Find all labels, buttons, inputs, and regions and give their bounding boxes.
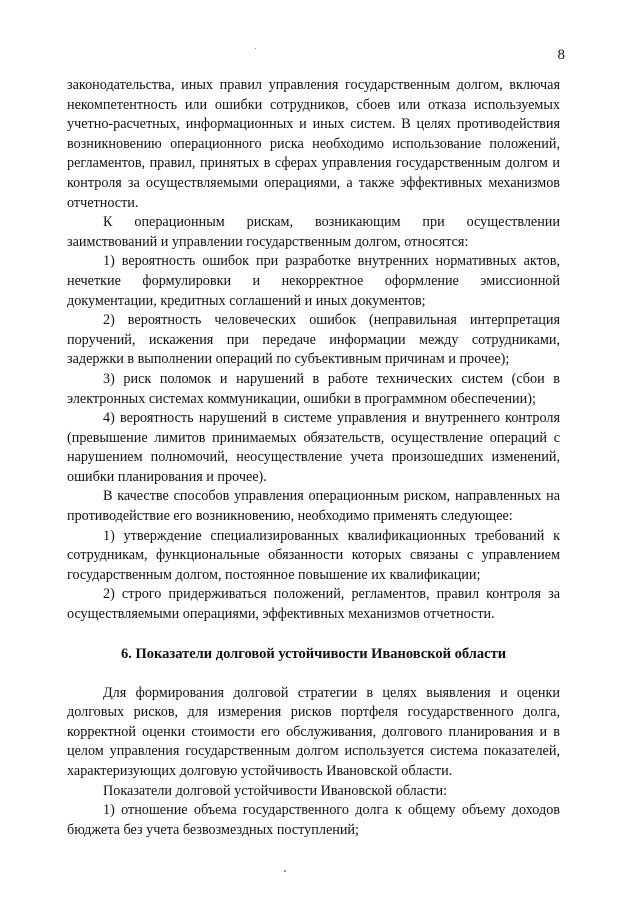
paragraph: законодательства, иных правил управления государственным долгом, включая некомпетентность или ошибки сотрудников, сбоев или отказа используемых учетно-расчетных, информационных и иных систем. В целях противодействия возникновению операционного риска необходимо использование положений, регламентов, правил, принятых в сферах управления государственным долгом и контроля за осуществляемыми операциями, а также эффективных механизмов отчетности. — [67, 77, 560, 211]
scan-speck — [255, 48, 256, 49]
document-body — [67, 76, 560, 840]
list-item: 1) утверждение специализированных квалификационных требований к сотрудникам, функциональные обязанности которых связаны с управлением государственным долгом, постоянное повышение их квалификации; — [67, 527, 560, 583]
paragraph: К операционным рискам, возникающим при осуществлении заимствований и управлении государственным долгом, относятся: — [67, 214, 560, 250]
section-heading: 6. Показатели долговой устойчивости Ивановской области — [120, 645, 507, 662]
paragraph: В качестве способов управления операционным риском, направленных на противодействие его возникновению, необходимо применять следующее: — [67, 488, 560, 525]
list-item: 3) риск поломок и нарушений в работе технических систем (сбои в электронных системах коммуникации, ошибки в программном обеспечении); — [67, 370, 560, 407]
list-item: 1) вероятность ошибок при разработке внутренних нормативных актов, нечеткие формулировки и некорректное оформление эмиссионной документации, кредитных соглашений и иных документов; — [67, 253, 560, 309]
list-item: 2) вероятность человеческих ошибок (неправильная интерпретация поручений, искажения при передаче информации между сотрудниками, задержки в выполнении операций по субъективным причинам и прочее); — [67, 312, 560, 368]
paragraph: Для формирования долговой стратегии в целях выявления и оценки долговых рисков, для измерения рисков портфеля государственного долга, корректной оценки стоимости его обслуживания, долгового планирования и в целом управления государственным долгом используется система показателей, характеризующих долговую устойчивость Ивановской области. — [67, 684, 560, 779]
paragraph: Показатели долговой устойчивости Ивановской области: — [103, 782, 448, 799]
scan-speck — [284, 870, 286, 872]
list-item: 1) отношение объема государственного долга к общему объему доходов бюджета без учета безвозмездных поступлений; — [67, 802, 560, 838]
list-item: 2) строго придерживаться положений, регламентов, правил контроля за осуществляемыми операциями, эффективных механизмов отчетности. — [67, 586, 560, 623]
list-item: 4) вероятность нарушений в системе управления и внутреннего контроля (превышение лимитов принимаемых обязательств, осуществление операций с нарушением полномочий, неосуществление учета произошедших изменений, ошибки планирования и прочее). — [67, 410, 560, 485]
page-number: 8 — [557, 47, 565, 63]
